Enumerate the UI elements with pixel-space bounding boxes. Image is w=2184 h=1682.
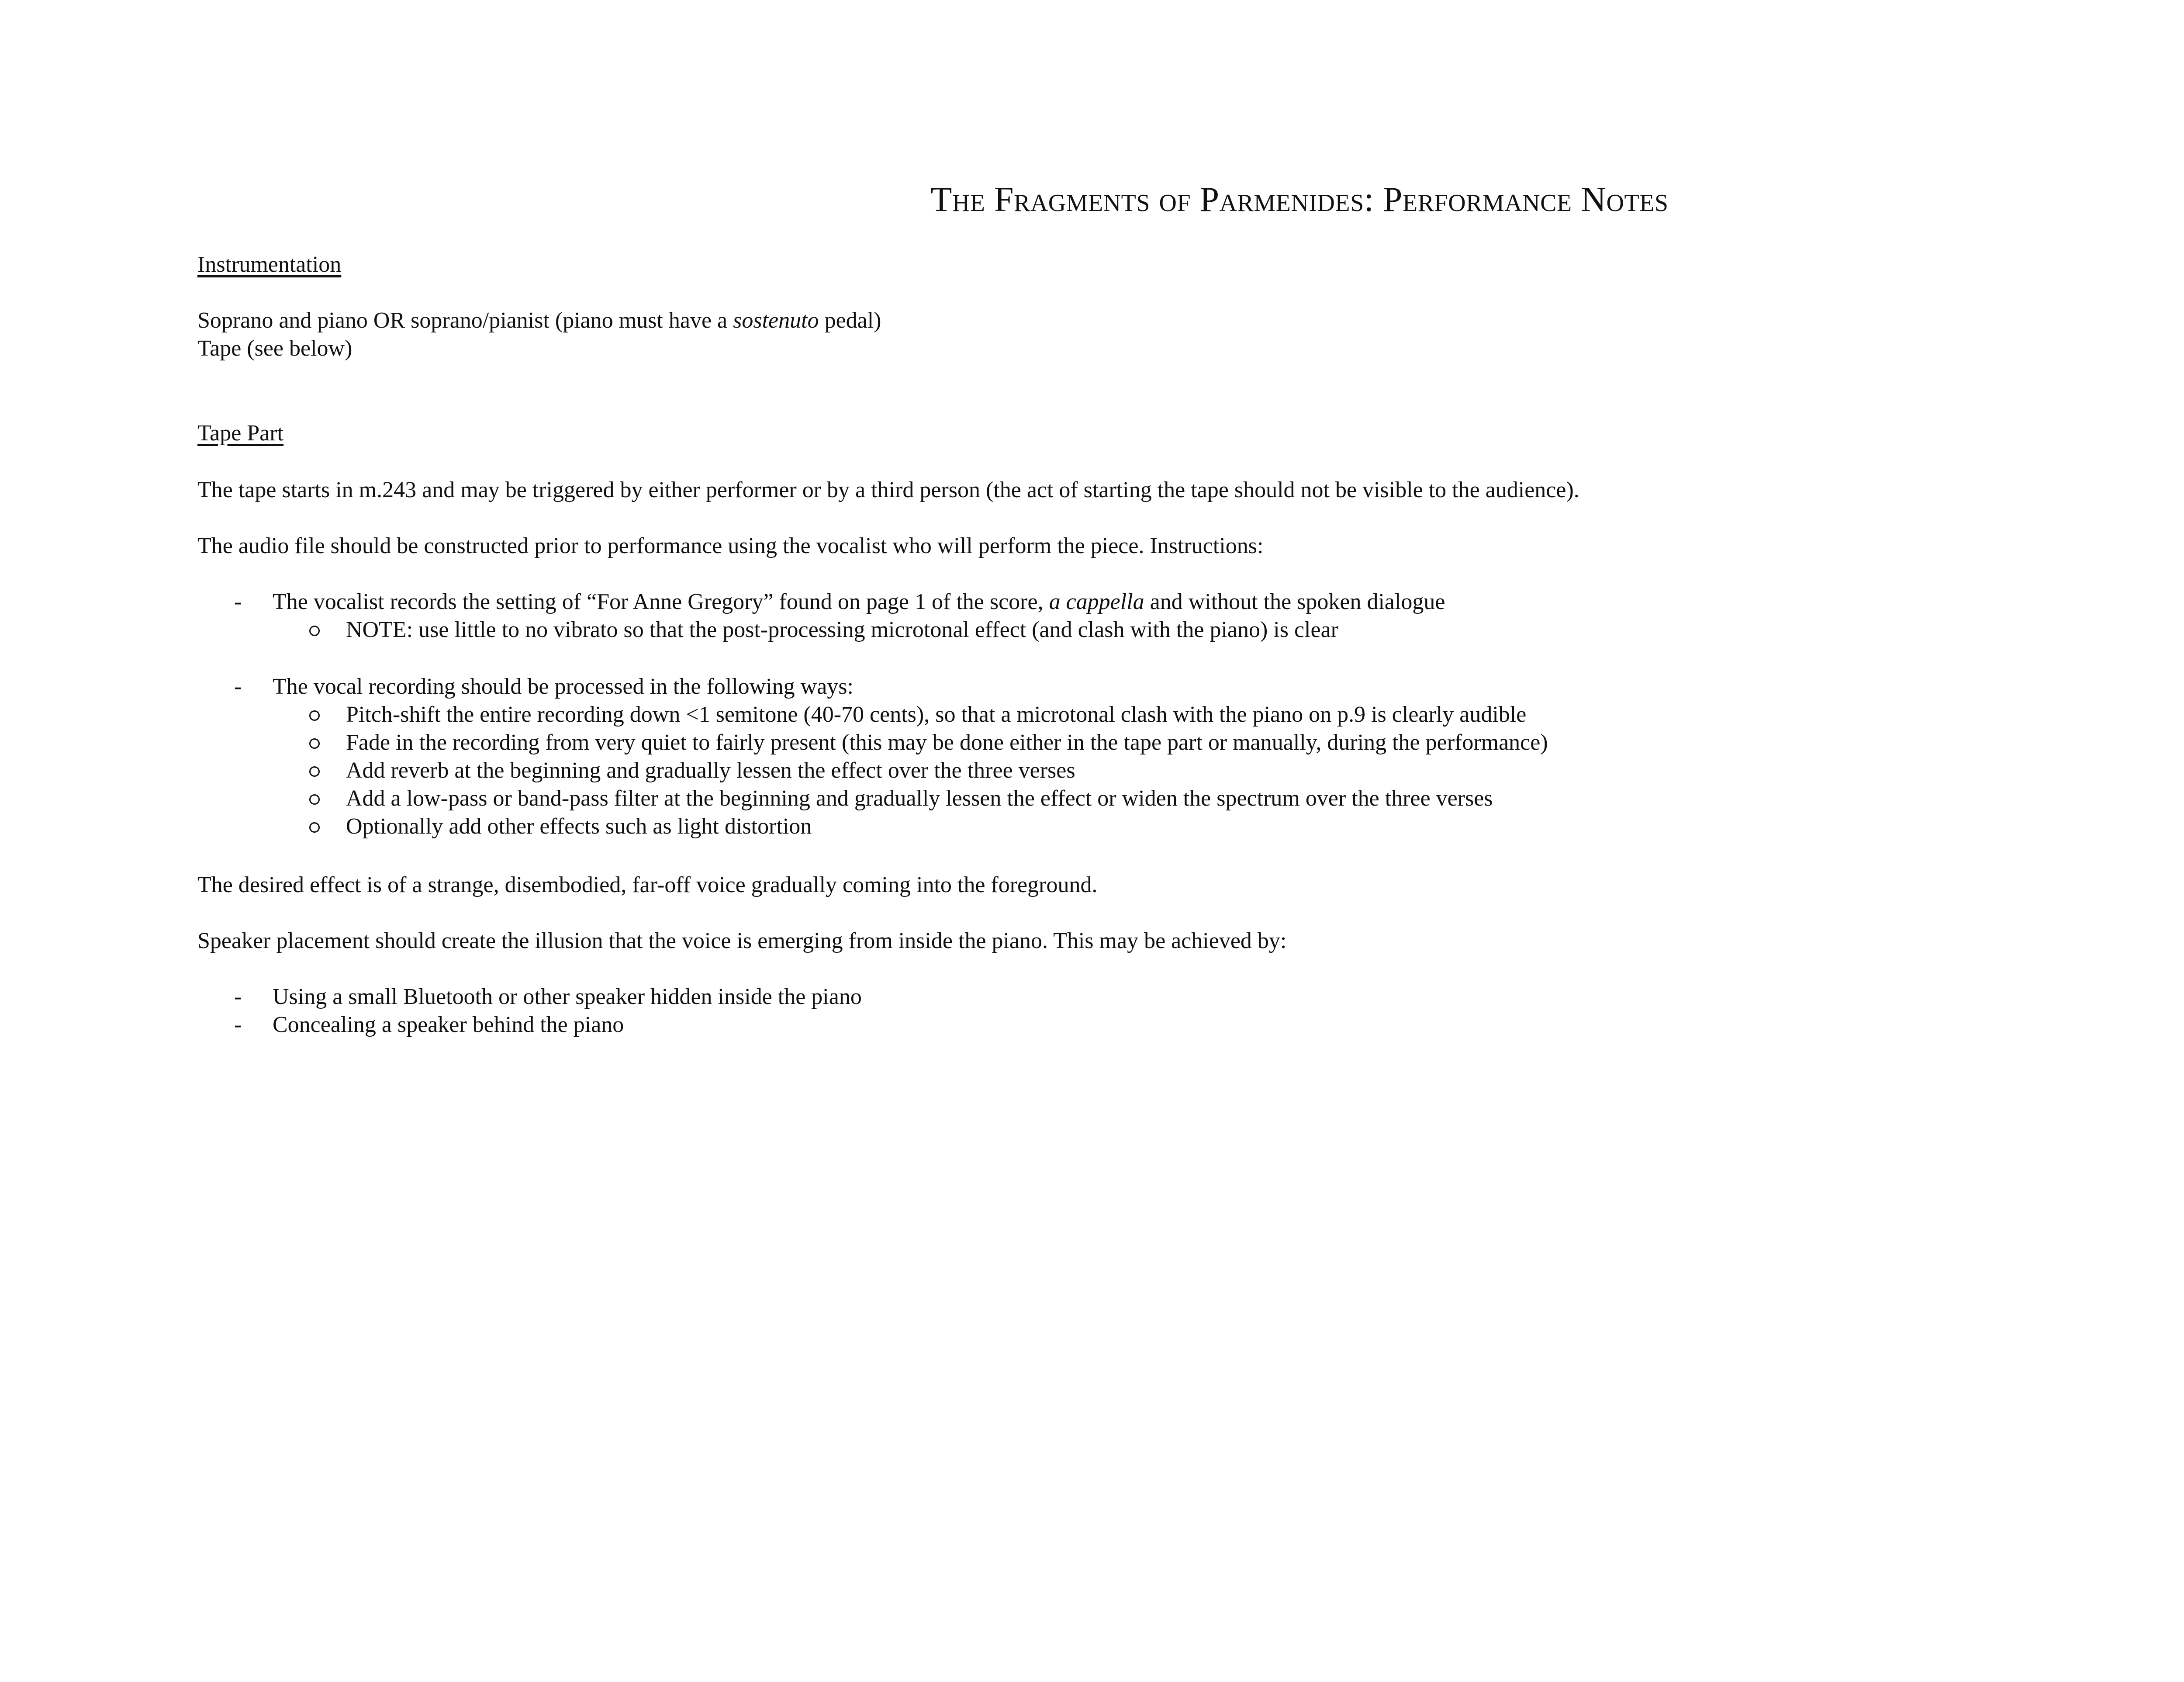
instrumentation-heading: Instrumentation bbox=[197, 252, 342, 277]
list-item-text: The vocalist records the setting of “For Anne Gregory” found on page 1 of the score, bbox=[273, 589, 1049, 614]
circle-bullet-icon bbox=[309, 738, 320, 749]
section-instrumentation bbox=[197, 251, 341, 279]
sub-list-item bbox=[197, 757, 1548, 785]
list-item-text: The vocal recording should be processed in the following ways: bbox=[273, 674, 854, 699]
sub-item-text: Pitch-shift the entire recording down <1 semitone (40-70 cents), so that a microtonal clash with the piano on p.9 is clearly audible bbox=[346, 702, 1527, 727]
list-item-text: Using a small Bluetooth or other speaker hidden inside the piano bbox=[273, 984, 862, 1009]
page-title: The Fragments of Parmenides: Performance Notes bbox=[930, 180, 1669, 219]
tape-paragraph-1: The tape starts in m.243 and may be triggered by either performer or by a third person (the act of starting the tape should not be visible to the audience). bbox=[197, 478, 1579, 502]
instrumentation-text: Soprano and piano OR soprano/pianist (piano must have a bbox=[197, 308, 733, 333]
tape-paragraph-3: The desired effect is of a strange, disembodied, far-off voice gradually coming into the foreground. bbox=[197, 872, 1098, 897]
sub-list-item bbox=[197, 813, 1548, 841]
sub-item-text: Fade in the recording from very quiet to fairly present (this may be done either in the tape part or manually, during the performance) bbox=[346, 730, 1548, 755]
dash-bullet: - bbox=[234, 1012, 242, 1037]
sub-item-text: Optionally add other effects such as light distortion bbox=[346, 814, 812, 839]
sub-list-item bbox=[197, 701, 1548, 729]
speaker-options-list bbox=[197, 983, 862, 1039]
instrumentation-line-1 bbox=[197, 307, 881, 335]
circle-bullet-icon bbox=[309, 822, 320, 833]
sub-list-item bbox=[197, 729, 1548, 757]
instrumentation-list bbox=[197, 307, 881, 363]
tape-part-heading: Tape Part bbox=[197, 421, 284, 446]
instrumentation-line-2: Tape (see below) bbox=[197, 336, 352, 361]
tape-paragraph-4: Speaker placement should create the illusion that the voice is emerging from inside the piano. This may be achieved by: bbox=[197, 928, 1287, 953]
list-item-text: and without the spoken dialogue bbox=[1144, 589, 1445, 614]
list-item bbox=[197, 983, 862, 1011]
sub-item-text: Add reverb at the beginning and gradually lessen the effect over the three verses bbox=[346, 758, 1075, 783]
list-item bbox=[197, 673, 1548, 701]
circle-bullet-icon bbox=[309, 766, 320, 777]
sub-list-item bbox=[197, 616, 1445, 644]
circle-bullet-icon bbox=[309, 794, 320, 805]
dash-bullet: - bbox=[234, 589, 242, 614]
instruction-item-1 bbox=[197, 588, 1445, 644]
sub-item-text: NOTE: use little to no vibrato so that the post-processing microtonal effect (and clash with the piano) is clear bbox=[346, 617, 1338, 642]
sub-list-item bbox=[197, 785, 1548, 813]
dash-bullet: - bbox=[234, 674, 242, 699]
tape-paragraph-2: The audio file should be constructed prior to performance using the vocalist who will perform the piece. Instructions: bbox=[197, 533, 1264, 558]
dash-bullet: - bbox=[234, 984, 242, 1009]
sub-item-text: Add a low-pass or band-pass filter at the beginning and gradually lessen the effect or widen the spectrum over the three verses bbox=[346, 786, 1493, 811]
instrumentation-text: pedal) bbox=[819, 308, 881, 333]
circle-bullet-icon bbox=[309, 710, 320, 721]
list-item-italic: a cappella bbox=[1049, 589, 1144, 614]
list-item-text: Concealing a speaker behind the piano bbox=[273, 1012, 624, 1037]
list-item bbox=[197, 1011, 862, 1039]
instrumentation-italic: sostenuto bbox=[733, 308, 819, 333]
list-item bbox=[197, 588, 1445, 616]
section-tape-part bbox=[197, 419, 283, 447]
instruction-item-2 bbox=[197, 673, 1548, 841]
circle-bullet-icon bbox=[309, 626, 320, 636]
